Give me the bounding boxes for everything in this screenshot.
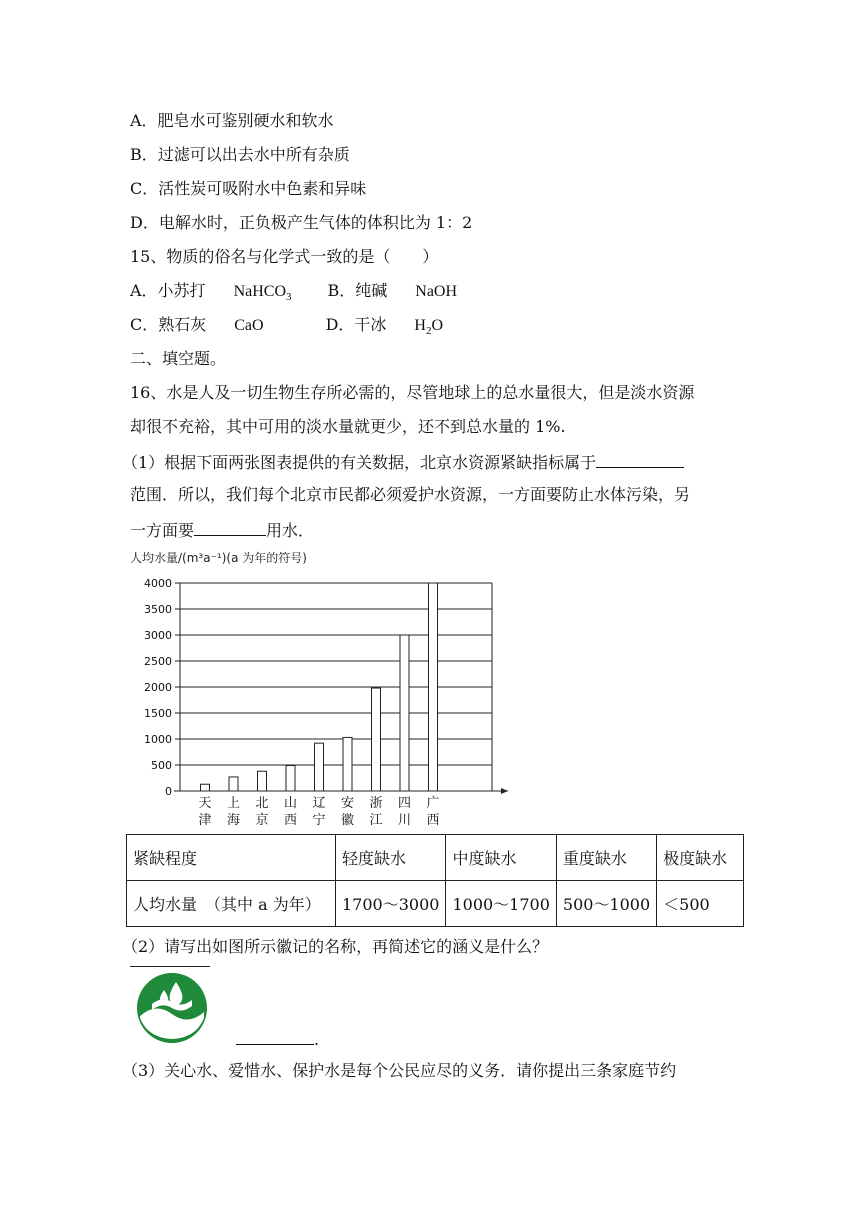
x-tick-label: 山 bbox=[283, 796, 298, 811]
x-axis-arrow-icon bbox=[501, 788, 508, 794]
option-b-q14: B．过滤可以出去水中所有杂质 bbox=[130, 145, 350, 164]
bar-上海 bbox=[229, 777, 238, 791]
answer-blank-2[interactable] bbox=[194, 517, 266, 536]
x-tick-label: 川 bbox=[397, 813, 412, 828]
option-d-q14: D．电解水时，正负极产生气体的体积比为 1：2 bbox=[130, 213, 473, 232]
answer-blank-3[interactable] bbox=[236, 1026, 314, 1045]
table-header-cell: 紧缺程度 bbox=[127, 835, 336, 881]
bar-广西 bbox=[429, 583, 438, 791]
option-c-q15-label: C．熟石灰 bbox=[130, 315, 207, 334]
option-c-q14: C．活性炭可吸附水中色素和异味 bbox=[130, 179, 367, 198]
bar-北京 bbox=[258, 771, 267, 791]
chart-x-ticks bbox=[198, 795, 439, 828]
y-tick-label: 0 bbox=[165, 785, 172, 798]
chart-title: 人均水量/(m³a⁻¹)(a 为年的符号) bbox=[130, 551, 307, 565]
x-tick-label: 京 bbox=[255, 813, 269, 828]
x-tick-label: 西 bbox=[426, 813, 440, 828]
table-row bbox=[127, 881, 744, 927]
bar-浙江 bbox=[372, 688, 381, 791]
bar-山西 bbox=[286, 766, 295, 791]
table-header-cell: 中度缺水 bbox=[446, 835, 556, 881]
x-tick-label: 北 bbox=[255, 796, 269, 811]
option-d-q15-label: D．干冰 bbox=[325, 315, 387, 334]
question-16-part-1-line-3: 一方面要 用水． bbox=[130, 517, 314, 543]
question-16-line-2: 却很不充裕，其中可用的淡水量就更少，还不到总水量的 1%. bbox=[130, 417, 566, 436]
option-d-q15-formula: $H_2O$ bbox=[414, 317, 444, 338]
question-16-part-1-line-1: （1）根据下面两张图表提供的有关数据，北京水资源紧缺指标属于 bbox=[122, 449, 684, 475]
table-cell: 人均水量 （其中 a 为年） bbox=[127, 881, 336, 927]
question-16-part-3: （3）关心水、爱惜水、保护水是每个公民应尽的义务．请你提出三条家庭节约 bbox=[122, 1061, 677, 1080]
y-tick-label: 3000 bbox=[144, 629, 172, 642]
option-a-q15-label: A．小苏打 bbox=[130, 281, 206, 300]
x-tick-label: 江 bbox=[369, 813, 383, 828]
y-tick-label: 500 bbox=[151, 759, 172, 772]
y-tick-label: 4000 bbox=[144, 577, 172, 590]
y-tick-label: 2000 bbox=[144, 681, 172, 694]
table-header-cell: 重度缺水 bbox=[556, 835, 656, 881]
answer-blank-1[interactable] bbox=[596, 449, 684, 468]
y-tick-label: 1500 bbox=[144, 707, 172, 720]
water-per-capita-chart bbox=[130, 540, 510, 832]
x-tick-label: 辽 bbox=[312, 796, 326, 811]
option-a-q14: A．肥皂水可鉴别硬水和软水 bbox=[130, 111, 334, 130]
x-tick-label: 四 bbox=[397, 796, 412, 811]
option-b-q15-label: B．纯碱 bbox=[327, 281, 388, 300]
question-15-stem: 15、物质的俗名与化学式一致的是（ ） bbox=[130, 247, 439, 266]
chart-grid bbox=[174, 583, 508, 794]
option-b-q15-formula: NaOH bbox=[415, 283, 458, 300]
water-saving-emblem-icon bbox=[136, 972, 208, 1044]
question-15-options-ab bbox=[130, 279, 457, 309]
option-a-q15-formula: NaHCO$_3$ bbox=[233, 283, 292, 304]
x-tick-label: 安 bbox=[340, 796, 355, 811]
x-tick-label: 西 bbox=[283, 813, 298, 828]
scarcity-table bbox=[126, 834, 744, 927]
x-tick-label: 宁 bbox=[312, 813, 326, 828]
table-header-cell: 轻度缺水 bbox=[336, 835, 446, 881]
section-title: 二、填空题。 bbox=[130, 349, 227, 368]
question-15-options-cd bbox=[130, 313, 443, 343]
emblem-answer-line: . bbox=[236, 1026, 319, 1050]
table-header-row bbox=[127, 835, 744, 881]
chart-y-ticks bbox=[144, 577, 172, 798]
x-tick-label: 上 bbox=[226, 796, 241, 811]
question-16-part-2: （2）请写出如图所示徽记的名称，再简述它的涵义是什么？ bbox=[122, 937, 549, 956]
table-cell: 500～1000 bbox=[556, 881, 656, 927]
table-cell: 1000～1700 bbox=[446, 881, 556, 927]
bar-四川 bbox=[400, 635, 409, 791]
question-16-part-1-line-2: 范围．所以，我们每个北京市民都必须爱护水资源，一方面要防止水体污染，另 bbox=[130, 485, 691, 504]
table-cell: 1700～3000 bbox=[336, 881, 446, 927]
y-tick-label: 2500 bbox=[144, 655, 172, 668]
option-c-q15-formula: CaO bbox=[234, 317, 264, 334]
bar-天津 bbox=[201, 784, 210, 791]
question-16-line-1: 16、水是人及一切生物生存所必需的，尽管地球上的总水量很大，但是淡水资源 bbox=[130, 383, 695, 402]
y-tick-label: 1000 bbox=[144, 733, 172, 746]
table-cell: ＜500 bbox=[657, 881, 744, 927]
bar-安徽 bbox=[343, 737, 352, 791]
x-tick-label: 海 bbox=[226, 813, 241, 828]
bar-辽宁 bbox=[315, 743, 324, 791]
y-tick-label: 3500 bbox=[144, 603, 172, 616]
x-tick-label: 广 bbox=[426, 796, 440, 811]
divider bbox=[130, 966, 210, 967]
x-tick-label: 津 bbox=[198, 813, 212, 828]
x-tick-label: 天 bbox=[198, 796, 212, 811]
x-tick-label: 浙 bbox=[369, 796, 383, 811]
x-tick-label: 徽 bbox=[340, 813, 355, 828]
table-header-cell: 极度缺水 bbox=[657, 835, 744, 881]
